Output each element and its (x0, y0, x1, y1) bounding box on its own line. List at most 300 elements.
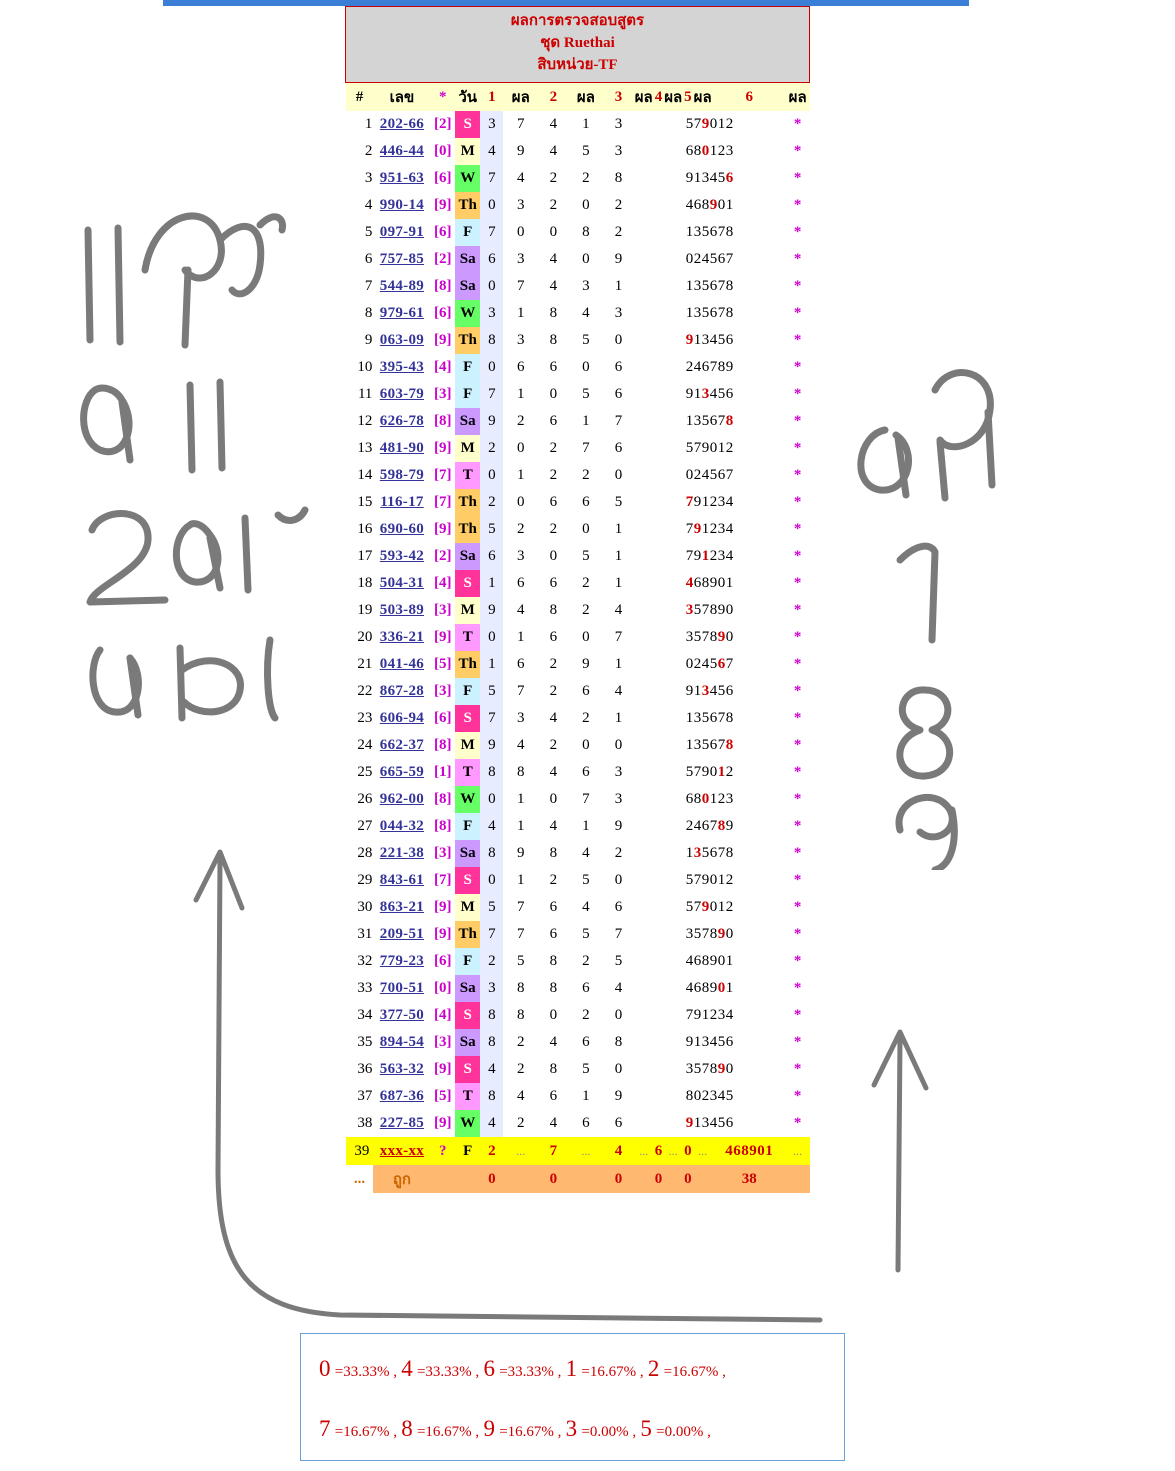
row-number[interactable]: 041-46 (379, 656, 425, 673)
row-number[interactable]: 603-79 (379, 386, 425, 403)
row-day: F (455, 381, 480, 408)
row-digit-2: 2 (517, 521, 525, 538)
row-digit-5: 4 (614, 980, 623, 997)
row-digit-4: 7 (582, 440, 590, 457)
row-number[interactable]: 202-66 (379, 116, 425, 133)
table-row (346, 462, 810, 489)
row-result: 791234 (685, 548, 734, 565)
row-result: 802345 (685, 1088, 734, 1105)
row-digit-1: 2 (480, 435, 503, 462)
row-digit-3: 4 (549, 1115, 558, 1132)
table-row (346, 1083, 810, 1110)
table-row (346, 1002, 810, 1029)
row-digit-5: 1 (614, 521, 623, 538)
row-index: 30 (357, 899, 373, 916)
guess-number[interactable]: xxx-xx (373, 1137, 430, 1165)
row-digit-4: 0 (582, 251, 590, 268)
row-digit-2: 3 (517, 251, 525, 268)
legend-digit: 6 (483, 1356, 495, 1381)
row-result: 791234 (685, 1007, 734, 1024)
row-status: * (793, 602, 802, 619)
table-row (346, 921, 810, 948)
row-digit-2: 1 (517, 791, 525, 808)
row-bracket: [5] (434, 656, 452, 673)
row-day: T (455, 624, 480, 651)
row-digit-4: 6 (582, 764, 590, 781)
row-day: M (455, 435, 480, 462)
legend-digit: 1 (565, 1356, 578, 1381)
row-digit-5: 1 (614, 656, 623, 673)
row-status: * (793, 980, 802, 997)
row-result: 579012 (685, 440, 734, 457)
row-day: T (455, 1083, 480, 1110)
row-bracket: [9] (434, 1115, 452, 1132)
row-bracket: [5] (434, 1088, 452, 1105)
row-bracket: [9] (434, 332, 452, 349)
col-2: 2 (538, 83, 569, 112)
row-digit-2: 8 (517, 980, 525, 997)
table-row (346, 678, 810, 705)
legend-pct: =33.33% , (334, 1364, 397, 1380)
row-bracket: [9] (434, 899, 452, 916)
row-digit-5: 0 (614, 467, 623, 484)
row-digit-1: 3 (480, 111, 503, 138)
row-digit-5: 6 (614, 1115, 623, 1132)
row-digit-5: 2 (614, 845, 623, 862)
row-day: F (455, 354, 480, 381)
row-status: * (793, 278, 802, 295)
row-digit-1: 0 (480, 192, 503, 219)
row-digit-2: 2 (517, 1034, 525, 1051)
row-index: 21 (357, 656, 373, 673)
row-day: M (455, 732, 480, 759)
row-digit-2: 3 (517, 332, 525, 349)
legend-digit: 5 (640, 1416, 652, 1441)
table-row (346, 1110, 810, 1137)
row-digit-1: 1 (480, 570, 503, 597)
row-day: M (455, 597, 480, 624)
row-day: S (455, 1056, 480, 1083)
row-digit-1: 0 (480, 786, 503, 813)
row-digit-3: 6 (549, 359, 558, 376)
col-index: # (346, 83, 374, 112)
row-index: 7 (364, 278, 373, 295)
title-cell (346, 7, 810, 83)
table-row (346, 705, 810, 732)
row-result: 468901 (685, 575, 734, 592)
row-digit-4: 2 (582, 170, 590, 187)
row-status: * (793, 143, 802, 160)
row-day: S (455, 705, 480, 732)
row-bracket: [6] (434, 224, 452, 241)
row-number[interactable]: 377-50 (379, 1007, 425, 1024)
col-1: 1 (480, 83, 503, 112)
row-digit-4: 4 (582, 305, 590, 322)
table-row (346, 192, 810, 219)
row-digit-3: 0 (549, 1007, 558, 1024)
row-digit-3: 4 (549, 710, 558, 727)
row-digit-2: 3 (517, 197, 525, 214)
col-5: 5 (683, 83, 693, 112)
row-digit-2: 9 (517, 143, 525, 160)
row-digit-5: 9 (614, 251, 623, 268)
row-digit-3: 4 (549, 116, 558, 133)
row-number[interactable]: 626-78 (379, 413, 425, 430)
guess-bracket: ? (430, 1137, 455, 1165)
row-digit-1: 4 (480, 813, 503, 840)
row-index: 35 (357, 1034, 373, 1051)
row-number[interactable]: 336-21 (379, 629, 425, 646)
row-status: * (793, 737, 802, 754)
row-result: 913456 (685, 332, 734, 349)
table-row (346, 597, 810, 624)
row-digit-3: 6 (549, 1088, 558, 1105)
row-digit-5: 8 (614, 1034, 623, 1051)
row-number[interactable]: 503-89 (379, 602, 425, 619)
row-status: * (793, 629, 802, 646)
row-digit-4: 5 (582, 386, 590, 403)
row-digit-1: 2 (480, 489, 503, 516)
table-row (346, 408, 810, 435)
row-day: Sa (455, 975, 480, 1002)
row-bracket: [7] (434, 467, 452, 484)
row-status: * (793, 1088, 802, 1105)
row-result: 357890 (685, 926, 734, 943)
row-digit-1: 2 (480, 948, 503, 975)
row-digit-3: 8 (549, 980, 558, 997)
row-digit-5: 3 (614, 116, 623, 133)
row-index: 22 (357, 683, 373, 700)
row-number[interactable]: 598-79 (379, 467, 425, 484)
row-digit-1: 7 (480, 381, 503, 408)
row-number[interactable]: 063-09 (379, 332, 425, 349)
result-sheet (345, 6, 810, 1193)
col-res-1: ผล (503, 83, 538, 112)
table-row (346, 732, 810, 759)
row-digit-2: 3 (517, 548, 525, 565)
row-index: 36 (357, 1061, 373, 1078)
guess-dots-1: ... (503, 1137, 538, 1165)
row-bracket: [6] (434, 953, 452, 970)
row-number[interactable]: 593-42 (379, 548, 425, 565)
summary-label: ถูก (373, 1165, 430, 1193)
row-digit-4: 2 (582, 953, 590, 970)
row-result: 791234 (685, 494, 734, 511)
row-digit-3: 6 (549, 629, 558, 646)
row-digit-5: 7 (614, 629, 623, 646)
row-index: 10 (357, 359, 373, 376)
row-result: 246789 (685, 359, 734, 376)
row-digit-1: 8 (480, 327, 503, 354)
row-status: * (793, 386, 802, 403)
row-index: 18 (357, 575, 373, 592)
row-index: 13 (357, 440, 373, 457)
row-index: 32 (357, 953, 373, 970)
row-digit-1: 5 (480, 516, 503, 543)
row-digit-3: 6 (549, 575, 558, 592)
row-bracket: [0] (434, 143, 452, 160)
row-digit-2: 7 (517, 683, 525, 700)
row-number[interactable]: 227-85 (379, 1115, 425, 1132)
row-status: * (793, 1115, 802, 1132)
row-number[interactable]: 097-91 (379, 224, 425, 241)
row-digit-1: 0 (480, 273, 503, 300)
row-number[interactable]: 481-90 (379, 440, 425, 457)
row-digit-2: 2 (517, 1061, 525, 1078)
guess-dots-2: ... (569, 1137, 604, 1165)
row-digit-5: 8 (614, 170, 623, 187)
legend-pct: =16.67% , (499, 1424, 562, 1440)
row-day: F (455, 948, 480, 975)
row-digit-3: 2 (549, 440, 558, 457)
col-day: วัน (455, 83, 480, 112)
row-result: 913456 (685, 386, 734, 403)
row-status: * (793, 926, 802, 943)
row-status: * (793, 548, 802, 565)
row-digit-2: 6 (517, 575, 525, 592)
row-digit-1: 3 (480, 975, 503, 1002)
row-digit-3: 2 (549, 521, 558, 538)
row-index: 4 (364, 197, 373, 214)
legend-digit: 0 (319, 1356, 331, 1381)
row-result: 913456 (685, 1115, 734, 1132)
row-result: 135678 (685, 224, 734, 241)
results-table (345, 6, 810, 1193)
legend-pct: =16.67% , (663, 1364, 726, 1380)
row-digit-5: 2 (614, 224, 623, 241)
row-number[interactable]: 843-61 (379, 872, 425, 889)
row-status: * (793, 467, 802, 484)
row-result: 791234 (685, 521, 734, 538)
row-status: * (793, 575, 802, 592)
row-digit-1: 6 (480, 543, 503, 570)
table-row (346, 354, 810, 381)
row-result: 135678 (685, 845, 734, 862)
row-number[interactable]: 894-54 (379, 1034, 425, 1051)
row-digit-5: 3 (614, 305, 623, 322)
row-digit-3: 8 (549, 305, 558, 322)
row-bracket: [4] (434, 1007, 452, 1024)
guess-day: F (455, 1137, 480, 1165)
row-digit-3: 4 (549, 251, 558, 268)
row-day: M (455, 138, 480, 165)
row-digit-4: 2 (582, 575, 590, 592)
row-number[interactable]: 504-31 (379, 575, 425, 592)
row-digit-1: 8 (480, 1002, 503, 1029)
row-number[interactable]: 863-21 (379, 899, 425, 916)
row-day: Sa (455, 1029, 480, 1056)
row-bracket: [2] (434, 548, 452, 565)
row-number[interactable]: 700-51 (379, 980, 425, 997)
row-number[interactable]: 044-32 (379, 818, 425, 835)
row-status: * (793, 1034, 802, 1051)
row-digit-1: 0 (480, 462, 503, 489)
row-digit-1: 5 (480, 894, 503, 921)
row-digit-4: 1 (582, 818, 590, 835)
table-row (346, 138, 810, 165)
row-digit-1: 3 (480, 300, 503, 327)
table-row (346, 381, 810, 408)
row-number[interactable]: 563-32 (379, 1061, 425, 1078)
row-result: 680123 (685, 143, 734, 160)
legend-pct: =16.67% , (581, 1364, 644, 1380)
table-row (346, 246, 810, 273)
summary-g3 (634, 1165, 654, 1193)
row-bracket: [8] (434, 737, 452, 754)
row-index: 14 (357, 467, 373, 484)
row-digit-5: 7 (614, 926, 623, 943)
row-status: * (793, 710, 802, 727)
table-row (346, 300, 810, 327)
row-digit-4: 0 (582, 629, 590, 646)
row-digit-4: 0 (582, 197, 590, 214)
row-index: 20 (357, 629, 373, 646)
row-number[interactable]: 116-17 (380, 494, 424, 511)
row-digit-2: 1 (517, 818, 525, 835)
row-digit-5: 1 (614, 548, 623, 565)
table-row (346, 435, 810, 462)
table-row (346, 813, 810, 840)
row-digit-3: 8 (549, 602, 558, 619)
row-index: 1 (364, 116, 373, 133)
row-status: * (793, 305, 802, 322)
row-digit-5: 3 (614, 764, 623, 781)
row-index: 34 (357, 1007, 373, 1024)
row-digit-5: 4 (614, 683, 623, 700)
row-number[interactable]: 395-43 (379, 359, 425, 376)
row-digit-5: 3 (614, 143, 623, 160)
summary-c2: 0 (538, 1165, 569, 1193)
col-res-2: ผล (569, 83, 604, 112)
row-number[interactable]: 962-00 (379, 791, 425, 808)
row-status: * (793, 656, 802, 673)
row-status: * (793, 683, 802, 700)
row-number[interactable]: 757-85 (379, 251, 425, 268)
row-result: 579012 (685, 764, 734, 781)
row-number[interactable]: 606-94 (379, 710, 425, 727)
row-digit-5: 4 (614, 602, 623, 619)
legend-digit: 2 (647, 1356, 660, 1381)
row-bracket: [9] (434, 197, 452, 214)
row-digit-4: 4 (582, 899, 590, 916)
guess-dots-5: ... (693, 1137, 713, 1165)
row-index: 5 (364, 224, 373, 241)
row-status: * (793, 764, 802, 781)
row-number[interactable]: 665-59 (379, 764, 425, 781)
row-digit-2: 5 (517, 953, 525, 970)
row-bracket: [4] (434, 359, 452, 376)
row-result: 135678 (685, 278, 734, 295)
row-digit-4: 0 (582, 521, 590, 538)
digit-percentage-legend (300, 1333, 845, 1461)
row-digit-3: 0 (549, 224, 558, 241)
row-bracket: [7] (434, 872, 452, 889)
guess-dots-6: ... (786, 1137, 810, 1165)
row-bracket: [9] (434, 1061, 452, 1078)
row-digit-1: 8 (480, 1083, 503, 1110)
row-result: 024567 (685, 656, 734, 673)
row-digit-4: 1 (582, 1088, 590, 1105)
row-index: 25 (357, 764, 373, 781)
summary-total: 38 (713, 1165, 786, 1193)
row-number[interactable]: 662-37 (379, 737, 425, 754)
row-digit-3: 2 (549, 737, 558, 754)
row-index: 28 (357, 845, 373, 862)
guess-digit-4: 6 (654, 1137, 664, 1165)
row-number[interactable]: 690-60 (379, 521, 425, 538)
row-bracket: [8] (434, 278, 452, 295)
summary-g4 (663, 1165, 683, 1193)
row-status: * (793, 413, 802, 430)
row-digit-3: 6 (549, 899, 558, 916)
row-digit-2: 2 (517, 413, 525, 430)
row-status: * (793, 953, 802, 970)
row-digit-2: 1 (517, 305, 525, 322)
row-day: T (455, 759, 480, 786)
row-number[interactable]: 446-44 (379, 143, 425, 160)
row-digit-4: 0 (582, 359, 590, 376)
row-digit-5: 0 (614, 1061, 623, 1078)
row-digit-2: 7 (517, 926, 525, 943)
row-day: Sa (455, 840, 480, 867)
row-digit-4: 5 (582, 872, 590, 889)
row-bracket: [3] (434, 845, 452, 862)
row-digit-4: 4 (582, 845, 590, 862)
row-number[interactable]: 867-28 (379, 683, 425, 700)
row-digit-3: 6 (549, 413, 558, 430)
guess-digit-5: 0 (683, 1137, 693, 1165)
row-status: * (793, 170, 802, 187)
row-day: F (455, 678, 480, 705)
row-digit-4: 5 (582, 1061, 590, 1078)
row-digit-4: 6 (582, 1034, 590, 1051)
row-number[interactable]: 544-89 (379, 278, 425, 295)
row-status: * (793, 521, 802, 538)
row-number[interactable]: 687-36 (379, 1088, 425, 1105)
row-result: 024567 (685, 467, 734, 484)
row-digit-2: 0 (517, 440, 525, 457)
row-number[interactable]: 221-38 (379, 845, 425, 862)
row-digit-2: 6 (517, 656, 525, 673)
row-digit-1: 9 (480, 732, 503, 759)
row-digit-4: 2 (582, 1007, 590, 1024)
table-row (346, 894, 810, 921)
row-number[interactable]: 779-23 (379, 953, 425, 970)
row-number[interactable]: 209-51 (379, 926, 425, 943)
row-day: Sa (455, 543, 480, 570)
row-number[interactable]: 979-61 (379, 305, 425, 322)
summary-g5 (693, 1165, 713, 1193)
row-digit-2: 1 (517, 386, 525, 403)
summary-c3: 0 (603, 1165, 634, 1193)
legend-digit: 3 (565, 1416, 578, 1441)
row-number[interactable]: 990-14 (379, 197, 425, 214)
row-number[interactable]: 951-63 (379, 170, 425, 187)
row-digit-5: 6 (614, 440, 623, 457)
row-status: * (793, 899, 802, 916)
row-digit-4: 0 (582, 737, 590, 754)
row-digit-1: 5 (480, 678, 503, 705)
row-status: * (793, 224, 802, 241)
row-digit-4: 8 (582, 224, 590, 241)
row-index: 24 (357, 737, 373, 754)
table-row (346, 165, 810, 192)
row-index: 12 (357, 413, 373, 430)
row-bracket: [2] (434, 116, 452, 133)
table-row (346, 570, 810, 597)
title-line2: ชุด Ruethai (540, 34, 615, 51)
row-day: W (455, 786, 480, 813)
